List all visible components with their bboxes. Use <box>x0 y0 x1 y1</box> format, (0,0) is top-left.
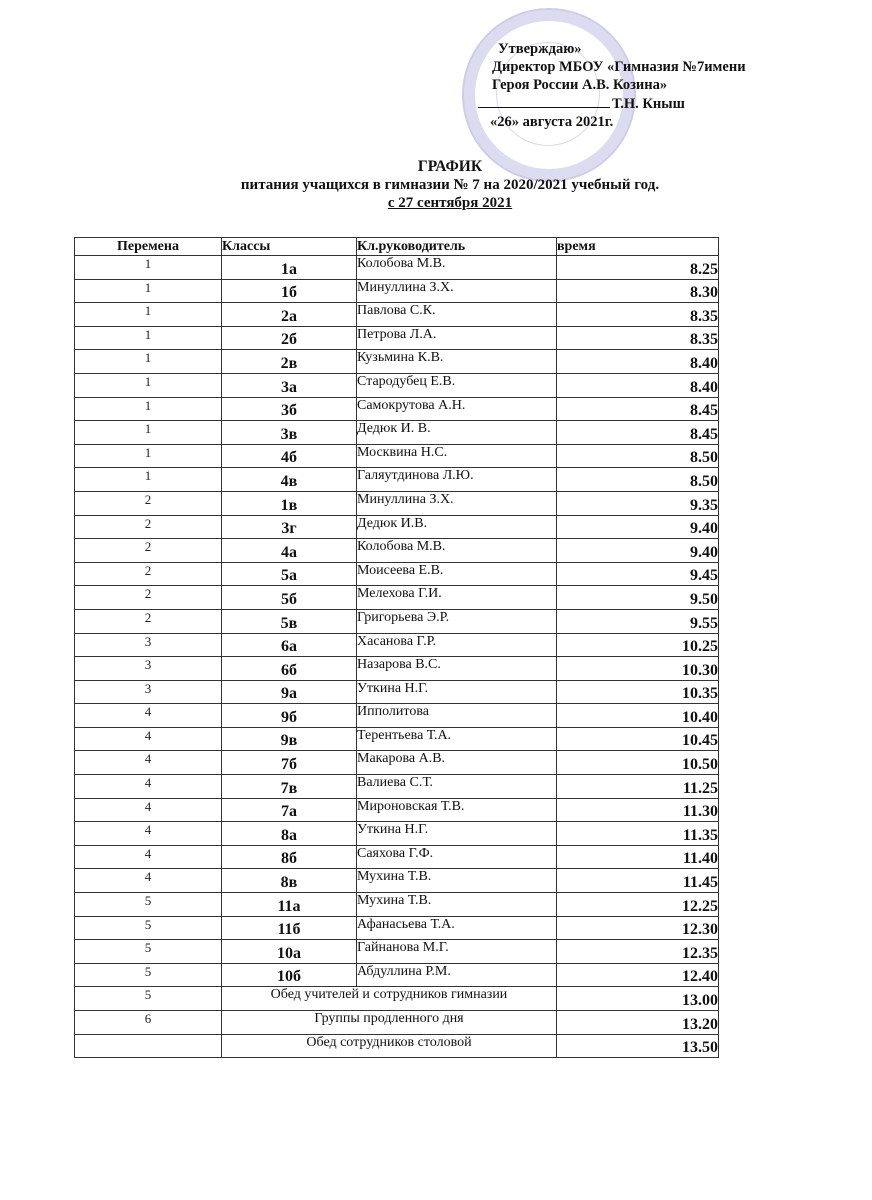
cell-teacher: Мироновская Т.В. <box>357 798 557 822</box>
cell-time: 10.30 <box>557 657 719 681</box>
cell-teacher: Мелехова Г.И. <box>357 586 557 610</box>
cell-time: 9.40 <box>557 539 719 563</box>
cell-teacher: Павлова С.К. <box>357 303 557 327</box>
cell-time: 13.00 <box>557 987 719 1011</box>
cell-teacher: Григорьева Э.Р. <box>357 609 557 633</box>
cell-class: 8б <box>222 845 357 869</box>
cell-teacher: Уткина Н.Г. <box>357 680 557 704</box>
cell-teacher: Терентьева Т.А. <box>357 727 557 751</box>
cell-time: 8.50 <box>557 444 719 468</box>
cell-time: 13.20 <box>557 1011 719 1035</box>
cell-teacher: Саяхова Г.Ф. <box>357 845 557 869</box>
cell-class: 4а <box>222 539 357 563</box>
cell-time: 10.45 <box>557 727 719 751</box>
cell-time: 12.35 <box>557 940 719 964</box>
title-block <box>0 158 872 212</box>
cell-peremena: 4 <box>75 775 222 799</box>
cell-time: 8.45 <box>557 397 719 421</box>
cell-peremena <box>75 1034 222 1058</box>
cell-teacher: Хасанова Г.Р. <box>357 633 557 657</box>
table-row <box>75 657 719 681</box>
table-row-span <box>75 1011 719 1035</box>
table-row <box>75 515 719 539</box>
cell-teacher: Кузьмина К.В. <box>357 350 557 374</box>
header-time: время <box>557 238 719 256</box>
cell-class: 5б <box>222 586 357 610</box>
cell-class: 9б <box>222 704 357 728</box>
cell-teacher: Абдуллина Р.М. <box>357 963 557 987</box>
cell-time: 8.40 <box>557 350 719 374</box>
schedule-table <box>74 237 719 1058</box>
table-row <box>75 727 719 751</box>
cell-time: 12.30 <box>557 916 719 940</box>
table-header-row <box>75 238 719 256</box>
cell-time: 12.40 <box>557 963 719 987</box>
cell-class: 11а <box>222 893 357 917</box>
cell-class: 3г <box>222 515 357 539</box>
cell-peremena: 1 <box>75 468 222 492</box>
header-peremena: Перемена <box>75 238 222 256</box>
table-row <box>75 468 719 492</box>
cell-teacher: Мухина Т.В. <box>357 893 557 917</box>
cell-peremena: 1 <box>75 373 222 397</box>
cell-teacher: Моисеева Е.В. <box>357 562 557 586</box>
cell-time: 9.40 <box>557 515 719 539</box>
cell-peremena: 2 <box>75 515 222 539</box>
cell-peremena: 5 <box>75 987 222 1011</box>
cell-class: 8а <box>222 822 357 846</box>
cell-class: 3б <box>222 397 357 421</box>
cell-time: 8.45 <box>557 421 719 445</box>
cell-teacher: Минуллина З.Х. <box>357 279 557 303</box>
cell-peremena: 1 <box>75 350 222 374</box>
approval-line-1: Утверждаю» <box>498 41 582 57</box>
cell-peremena: 6 <box>75 1011 222 1035</box>
table-row <box>75 491 719 515</box>
cell-class: 1б <box>222 279 357 303</box>
approval-block <box>478 40 838 131</box>
cell-class: 1в <box>222 491 357 515</box>
cell-class: 5а <box>222 562 357 586</box>
cell-class: 2в <box>222 350 357 374</box>
cell-teacher: Дедюк И.В. <box>357 515 557 539</box>
approval-line-2: Директор МБОУ «Гимназия №7имени <box>492 59 746 75</box>
page-title: ГРАФИК <box>417 158 483 175</box>
cell-class: 7б <box>222 751 357 775</box>
table-row <box>75 704 719 728</box>
cell-teacher: Уткина Н.Г. <box>357 822 557 846</box>
cell-time: 8.25 <box>557 256 719 280</box>
cell-class: 4б <box>222 444 357 468</box>
cell-time: 10.35 <box>557 680 719 704</box>
page-date-text: с 27 сентября 2021 <box>387 195 513 211</box>
cell-peremena: 1 <box>75 256 222 280</box>
cell-peremena: 4 <box>75 869 222 893</box>
signature-underline <box>478 94 610 108</box>
cell-teacher: Дедюк И. В. <box>357 421 557 445</box>
cell-peremena: 4 <box>75 798 222 822</box>
cell-teacher: Самокрутова А.Н. <box>357 397 557 421</box>
cell-peremena: 1 <box>75 421 222 445</box>
table-row <box>75 421 719 445</box>
table-row <box>75 680 719 704</box>
table-row-span <box>75 987 719 1011</box>
table-row <box>75 798 719 822</box>
cell-peremena: 5 <box>75 916 222 940</box>
cell-teacher: Колобова М.В. <box>357 256 557 280</box>
cell-class: 6а <box>222 633 357 657</box>
cell-teacher: Минуллина З.Х. <box>357 491 557 515</box>
cell-description: Обед сотрудников столовой <box>222 1034 557 1058</box>
table-row <box>75 609 719 633</box>
cell-peremena: 4 <box>75 751 222 775</box>
cell-time: 8.30 <box>557 279 719 303</box>
cell-time: 11.25 <box>557 775 719 799</box>
cell-peremena: 2 <box>75 539 222 563</box>
table-row <box>75 373 719 397</box>
cell-class: 10б <box>222 963 357 987</box>
table-row <box>75 397 719 421</box>
cell-time: 10.50 <box>557 751 719 775</box>
table-row <box>75 350 719 374</box>
cell-peremena: 3 <box>75 680 222 704</box>
cell-class: 1а <box>222 256 357 280</box>
cell-time: 11.35 <box>557 822 719 846</box>
cell-class: 9в <box>222 727 357 751</box>
header-classes: Классы <box>222 238 357 256</box>
cell-peremena: 2 <box>75 491 222 515</box>
cell-teacher: Стародубец Е.В. <box>357 373 557 397</box>
cell-teacher: Галяутдинова Л.Ю. <box>357 468 557 492</box>
cell-teacher: Петрова Л.А. <box>357 326 557 350</box>
cell-teacher: Колобова М.В. <box>357 539 557 563</box>
cell-class: 8в <box>222 869 357 893</box>
cell-peremena: 1 <box>75 279 222 303</box>
table-row <box>75 539 719 563</box>
cell-peremena: 5 <box>75 940 222 964</box>
cell-class: 3а <box>222 373 357 397</box>
approval-signer: Т.Н. Кныш <box>612 96 685 112</box>
cell-time: 10.25 <box>557 633 719 657</box>
cell-time: 12.25 <box>557 893 719 917</box>
cell-peremena: 4 <box>75 704 222 728</box>
cell-class: 4в <box>222 468 357 492</box>
table-body <box>75 256 719 1058</box>
cell-teacher: Ипполитова <box>357 704 557 728</box>
cell-peremena: 3 <box>75 657 222 681</box>
cell-time: 9.50 <box>557 586 719 610</box>
cell-class: 11б <box>222 916 357 940</box>
cell-peremena: 4 <box>75 727 222 751</box>
cell-class: 2а <box>222 303 357 327</box>
cell-time: 8.40 <box>557 373 719 397</box>
cell-time: 8.35 <box>557 303 719 327</box>
cell-peremena: 3 <box>75 633 222 657</box>
cell-peremena: 2 <box>75 609 222 633</box>
approval-signature-line <box>478 94 838 113</box>
cell-time: 10.40 <box>557 704 719 728</box>
cell-class: 6б <box>222 657 357 681</box>
table-row <box>75 775 719 799</box>
table-row <box>75 562 719 586</box>
table-row <box>75 845 719 869</box>
table-row <box>75 303 719 327</box>
cell-peremena: 4 <box>75 822 222 846</box>
cell-peremena: 2 <box>75 562 222 586</box>
table-row <box>75 326 719 350</box>
cell-time: 11.30 <box>557 798 719 822</box>
cell-peremena: 1 <box>75 303 222 327</box>
cell-class: 2б <box>222 326 357 350</box>
cell-time: 8.35 <box>557 326 719 350</box>
cell-class: 5в <box>222 609 357 633</box>
cell-class: 7в <box>222 775 357 799</box>
cell-class: 3в <box>222 421 357 445</box>
cell-teacher: Гайнанова М.Г. <box>357 940 557 964</box>
cell-peremena: 2 <box>75 586 222 610</box>
table-row <box>75 940 719 964</box>
cell-time: 13.50 <box>557 1034 719 1058</box>
cell-time: 9.55 <box>557 609 719 633</box>
table-row <box>75 963 719 987</box>
cell-peremena: 1 <box>75 326 222 350</box>
page-date <box>0 194 872 212</box>
cell-time: 11.40 <box>557 845 719 869</box>
cell-teacher: Мухина Т.В. <box>357 869 557 893</box>
cell-time: 8.50 <box>557 468 719 492</box>
cell-time: 9.35 <box>557 491 719 515</box>
table-row-span <box>75 1034 719 1058</box>
cell-description: Группы продленного дня <box>222 1011 557 1035</box>
cell-teacher: Макарова А.В. <box>357 751 557 775</box>
cell-teacher: Афанасьева Т.А. <box>357 916 557 940</box>
header-teacher: Кл.руководитель <box>357 238 557 256</box>
cell-teacher: Москвина Н.С. <box>357 444 557 468</box>
table-row <box>75 916 719 940</box>
cell-class: 9а <box>222 680 357 704</box>
cell-time: 9.45 <box>557 562 719 586</box>
table-row <box>75 893 719 917</box>
table-row <box>75 751 719 775</box>
cell-peremena: 1 <box>75 397 222 421</box>
cell-time: 11.45 <box>557 869 719 893</box>
cell-peremena: 1 <box>75 444 222 468</box>
cell-peremena: 5 <box>75 893 222 917</box>
table-row <box>75 444 719 468</box>
table-row <box>75 633 719 657</box>
cell-class: 7а <box>222 798 357 822</box>
cell-class: 10а <box>222 940 357 964</box>
table-row <box>75 279 719 303</box>
table-row <box>75 822 719 846</box>
cell-teacher: Валиева С.Т. <box>357 775 557 799</box>
cell-peremena: 4 <box>75 845 222 869</box>
approval-line-3: Героя России А.В. Козина» <box>492 77 668 93</box>
cell-teacher: Назарова В.С. <box>357 657 557 681</box>
cell-description: Обед учителей и сотрудников гимназии <box>222 987 557 1011</box>
table-row <box>75 256 719 280</box>
table-row <box>75 869 719 893</box>
cell-peremena: 5 <box>75 963 222 987</box>
page-subtitle: питания учащихся в гимназии № 7 на 2020/2021 учебный год. <box>240 177 660 193</box>
approval-date: «26» августа 2021г. <box>490 114 614 130</box>
table-row <box>75 586 719 610</box>
